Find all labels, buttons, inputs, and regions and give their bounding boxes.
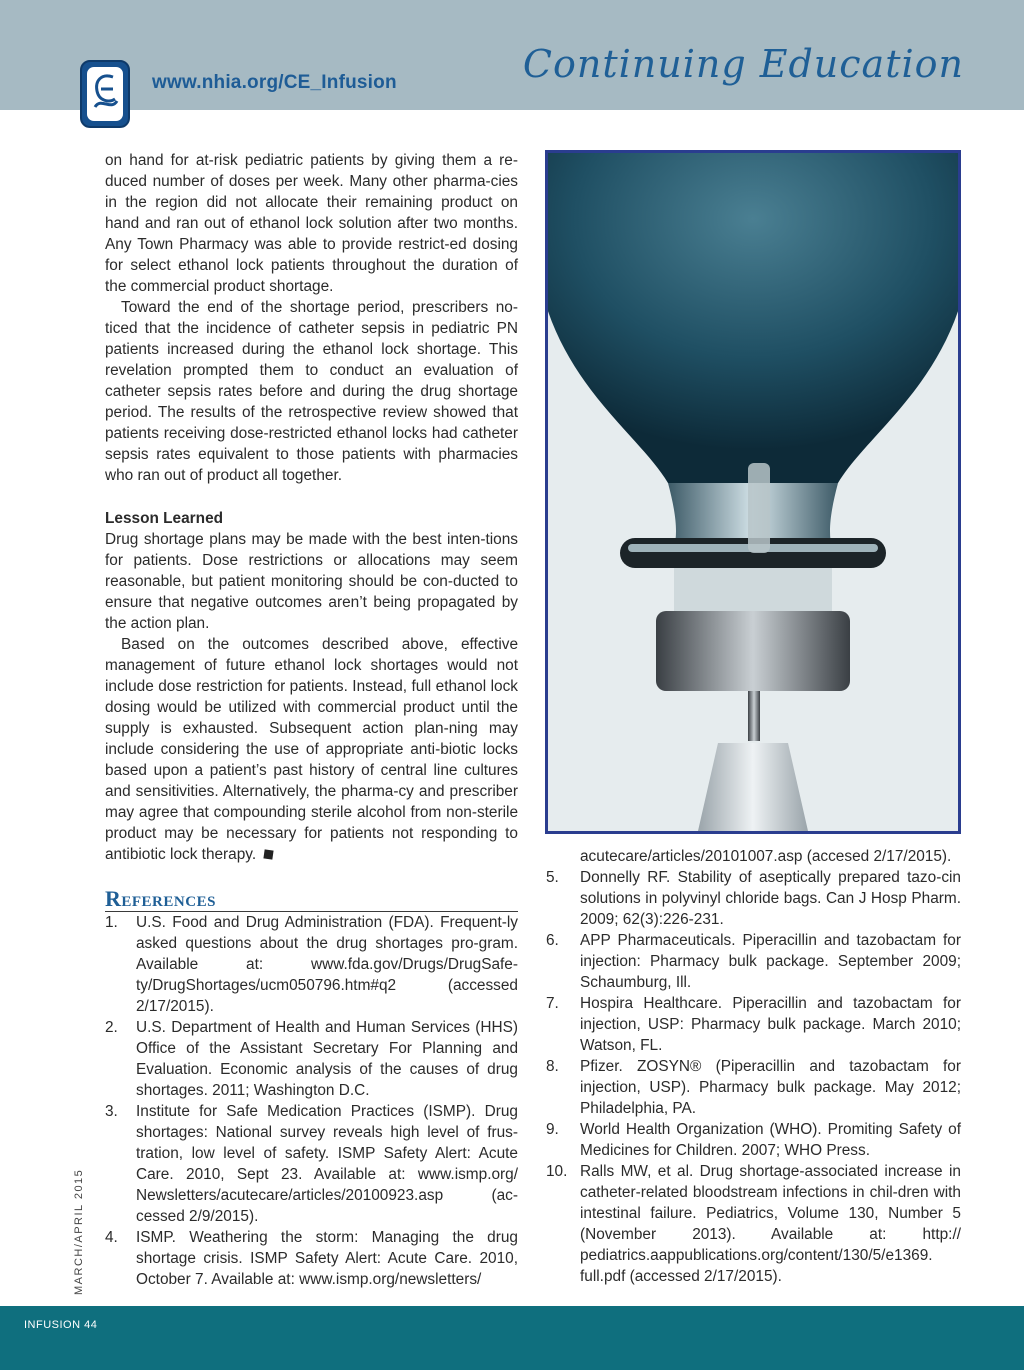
iv-bag-spike-image xyxy=(548,153,958,831)
body-paragraph-1: on hand for at-risk pediatric patients by giving them a re-duced number of doses per week. Many other pharma-cies in the region did not allocate their remaining product on hand and ran out of ethanol lock solution after two months. Any Town Pharmacy was able to provide restrict-ed dosing for select ethanol lock patients throughout the duration of the commercial product shortage. xyxy=(105,152,518,295)
reference-item: 10. Ralls MW, et al. Drug shortage-associated increase in catheter-related bloodstream infections in chil-dren with intestinal failure. Pediatrics, Volume 130, Number 5 (November 2013). Available at: http:// pediatrics.aappublications.org/content/130/5/e1369. full.pdf (accessed 2/17/2015). xyxy=(546,1163,961,1285)
page-number-label: INFUSION 44 xyxy=(24,1319,98,1331)
right-column xyxy=(546,846,961,1287)
reference-item: 4. ISMP. Weathering the storm: Managing the drug shortage crisis. ISMP Safety Alert: Acute Care. 2010, October 7. Available at: www.ismp.org/newsletters/ xyxy=(105,1229,518,1288)
reference-item: 1. U.S. Food and Drug Administration (FDA). Frequent-ly asked questions about the drug shortages pro-gram. Available at: www.fda.gov/Drugs/DrugSafe-ty/DrugShortages/ucm050796.htm#q2 (accessed 2/17/2015). xyxy=(105,914,518,1015)
references-list-right xyxy=(546,867,961,1287)
body-paragraph-2: Toward the end of the shortage period, prescribers no-ticed that the incidence of catheter sepsis in pediatric PN patients increased during the ethanol lock shortage. This revelation prompted them to conduct an evaluation of catheter sepsis rates before and during the drug shortage period. The results of the retrospective review showed that patients receiving dose-restricted ethanol locks had catheter sepsis rates equivalent to those patients with pharmacies who ran out of product all together. xyxy=(105,299,518,484)
reference-item: 6. APP Pharmaceuticals. Piperacillin and tazobactam for injection: Pharmacy bulk package. September 2009; Schaumburg, Ill. xyxy=(546,932,961,991)
iv-bag-spike-photo xyxy=(545,150,961,834)
reference-item: 7. Hospira Healthcare. Piperacillin and tazobactam for injection, USP: Pharmacy bulk package. March 2010; Watson, FL. xyxy=(546,995,961,1054)
body-paragraph-3: Drug shortage plans may be made with the best inten-tions for patients. Dose restrictions or allocations may seem reasonable, but patient monitoring should be con-ducted to ensure that negative outcomes aren’t being propagated by the action plan. xyxy=(105,531,518,632)
reference-item: 5. Donnelly RF. Stability of aseptically prepared tazo-cin solutions in polyvinyl chloride bags. Can J Hosp Pharm. 2009; 62(3):226-231. xyxy=(546,869,961,928)
reference-continuation: acutecare/articles/20101007.asp (accesed 2/17/2015). xyxy=(580,848,952,865)
end-of-article-icon xyxy=(264,849,274,859)
body-paragraph-4 xyxy=(105,634,518,865)
ce-logo-icon xyxy=(87,67,123,121)
reference-item: 8. Pfizer. ZOSYN® (Piperacillin and tazobactam for injection, USP). Pharmacy bulk package. May 2012; Philadelphia, PA. xyxy=(546,1058,961,1117)
reference-item: 3. Institute for Safe Medication Practices (ISMP). Drug shortages: National survey reveals high level of frus-tration, low level of safety. ISMP Safety Alert: Acute Care. 2010, Sept 23. Available at: www.ismp.org/ Newsletters/acutecare/articles/20100923.asp (ac-cessed 2/9/2015). xyxy=(105,1103,518,1225)
issue-date-sidebar: MARCH/APRIL 2015 xyxy=(73,1168,85,1295)
references-list-left xyxy=(105,912,518,1290)
ce-logo xyxy=(80,60,130,128)
references-heading: References xyxy=(105,887,518,912)
left-column xyxy=(105,150,518,1290)
lesson-heading: Lesson Learned xyxy=(105,510,224,527)
page-footer xyxy=(0,1306,1024,1370)
body-paragraph-4-text: Based on the outcomes described above, effective management of future ethanol lock shortages would not include dose restriction for patients. Instead, full ethanol lock dosing would be utilized with commercial product until the supply is exhausted. Subsequent action plan-ning may include considering the use of appropriate anti-biotic locks based upon a patient’s past history of central line cultures and sensitivities. Alternatively, the pharma-cy and prescriber may agree that compounding sterile alcohol from non-sterile product may be necessary for patients not responding to antibiotic lock therapy. xyxy=(105,636,518,863)
header-url[interactable]: www.nhia.org/CE_Infusion xyxy=(152,72,397,93)
reference-item: 2. U.S. Department of Health and Human Services (HHS) Office of the Assistant Secretary For Planning and Evaluation. Economic analysis of the causes of drug shortages. 2011; Washington D.C. xyxy=(105,1019,518,1099)
section-title: Continuing Education xyxy=(522,42,964,86)
reference-item: 9. World Health Organization (WHO). Promiting Safety of Medicines for Children. 2007; WHO Press. xyxy=(546,1121,961,1159)
